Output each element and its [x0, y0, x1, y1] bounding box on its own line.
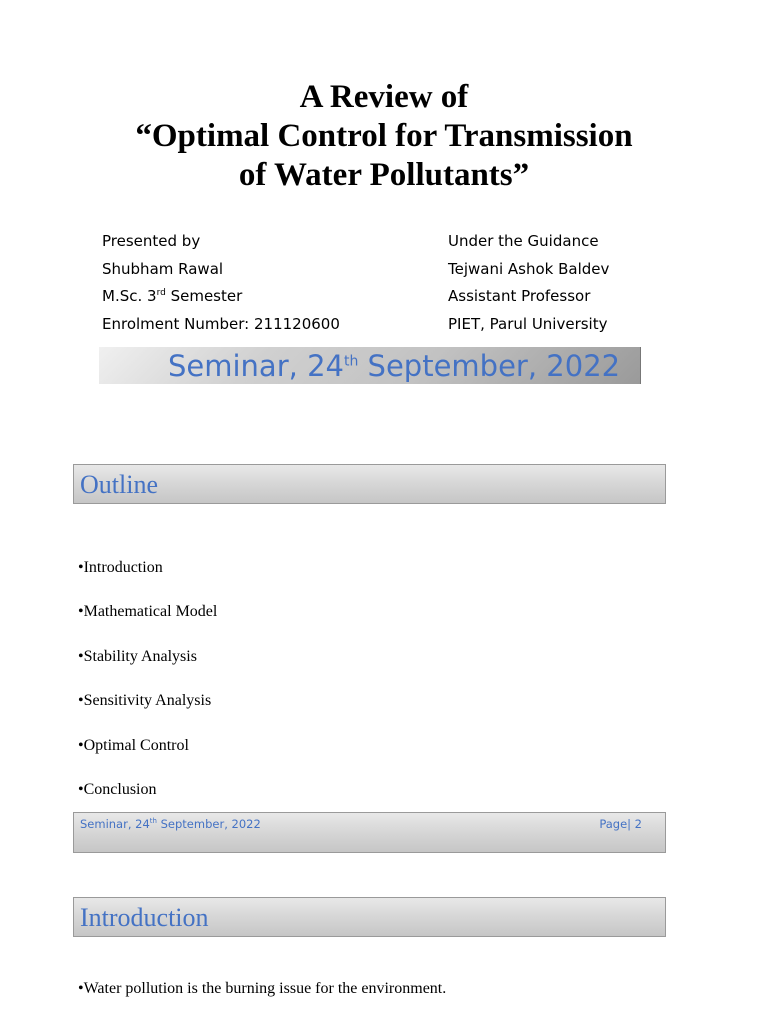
guide-name: Tejwani Ashok Baldev: [448, 259, 610, 278]
seminar-date: Seminar, 24th September, 2022: [168, 349, 621, 383]
introduction-text: •Water pollution is the burning issue for the environment.: [78, 980, 447, 997]
guide-label: Under the Guidance: [448, 232, 599, 250]
outline-heading-bar: [73, 464, 666, 504]
presenter-program: M.Sc. 3rd Semester: [102, 287, 243, 305]
title-line-1: A Review of: [299, 79, 469, 115]
title-line-3: of Water Pollutants”: [238, 157, 530, 193]
list-item: •Sensitivity Analysis: [78, 692, 212, 710]
title-line-2: “Optimal Control for Transmission: [135, 118, 633, 154]
guide-designation: Assistant Professor: [448, 287, 591, 305]
outline-heading: Outline: [80, 470, 158, 499]
guide-info: [448, 228, 609, 338]
presenter-enrolment: Enrolment Number: 211120600: [102, 314, 340, 333]
presenter-label: Presented by: [102, 232, 201, 250]
list-item: •Optimal Control: [78, 736, 189, 754]
presenter-name: Shubham Rawal: [102, 259, 224, 278]
list-item: •Conclusion: [78, 781, 157, 799]
outline-list: [78, 546, 217, 812]
page-footer: [73, 812, 666, 853]
list-item: •Stability Analysis: [78, 647, 197, 665]
list-item: •Introduction: [78, 559, 163, 576]
presenter-info: [102, 228, 340, 338]
introduction-heading-bar: [73, 897, 666, 937]
introduction-heading: Introduction: [80, 903, 209, 932]
document-title: [0, 78, 768, 195]
list-item: •Mathematical Model: [78, 603, 218, 621]
page-number: Page| 2: [599, 817, 642, 831]
footer-seminar-date: Seminar, 24th September, 2022: [80, 817, 261, 831]
guide-institute: PIET, Parul University: [448, 314, 608, 333]
